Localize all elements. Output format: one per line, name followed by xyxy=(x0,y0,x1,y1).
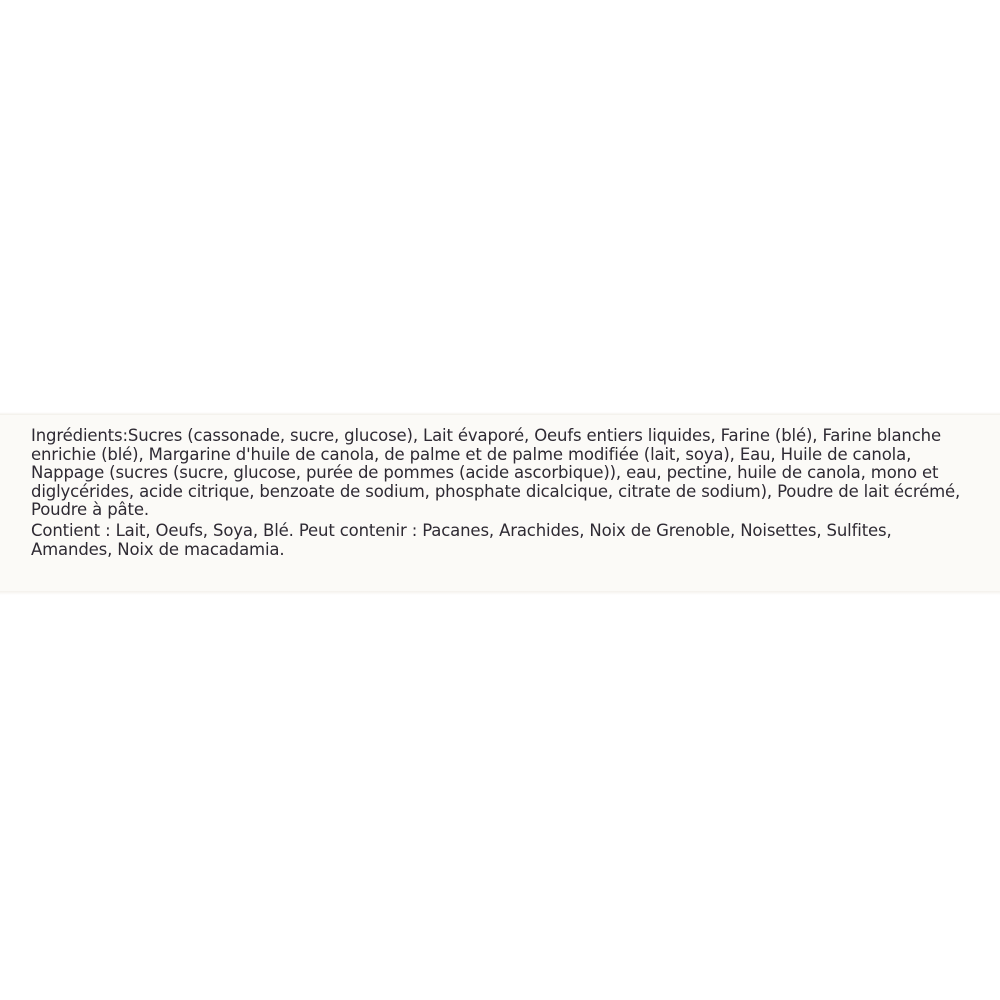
ingredients-heading: Ingrédients: xyxy=(31,426,128,445)
ingredients-paragraph xyxy=(31,427,975,520)
allergens-paragraph: Contient : Lait, Oeufs, Soya, Blé. Peut contenir : Pacanes, Arachides, Noix de Grenoble, Noisettes, Sulfites, Amandes, Noix de macadamia. xyxy=(31,520,892,559)
ingredients-text-block xyxy=(31,427,975,559)
label-band-top-edge xyxy=(0,412,1000,415)
label-band-bottom-edge xyxy=(0,591,1000,595)
ingredients-list: Sucres (cassonade, sucre, glucose), Lait évaporé, Oeufs entiers liquides, Farine (blé), Farine blanche enrichie (blé), Margarine d'huile de canola, de palme et de palme modifiée (lait, soya), Eau, Huile de canola, Nappage (sucres (sucre, glucose, purée de pommes (acide ascorbique)), eau, pectine, huile de canola, mono et diglycérides, acide citrique, benzoate de sodium, phosphate dicalcique, citrate de sodium), Poudre de lait écrémé, Poudre à pâte. xyxy=(31,426,961,520)
